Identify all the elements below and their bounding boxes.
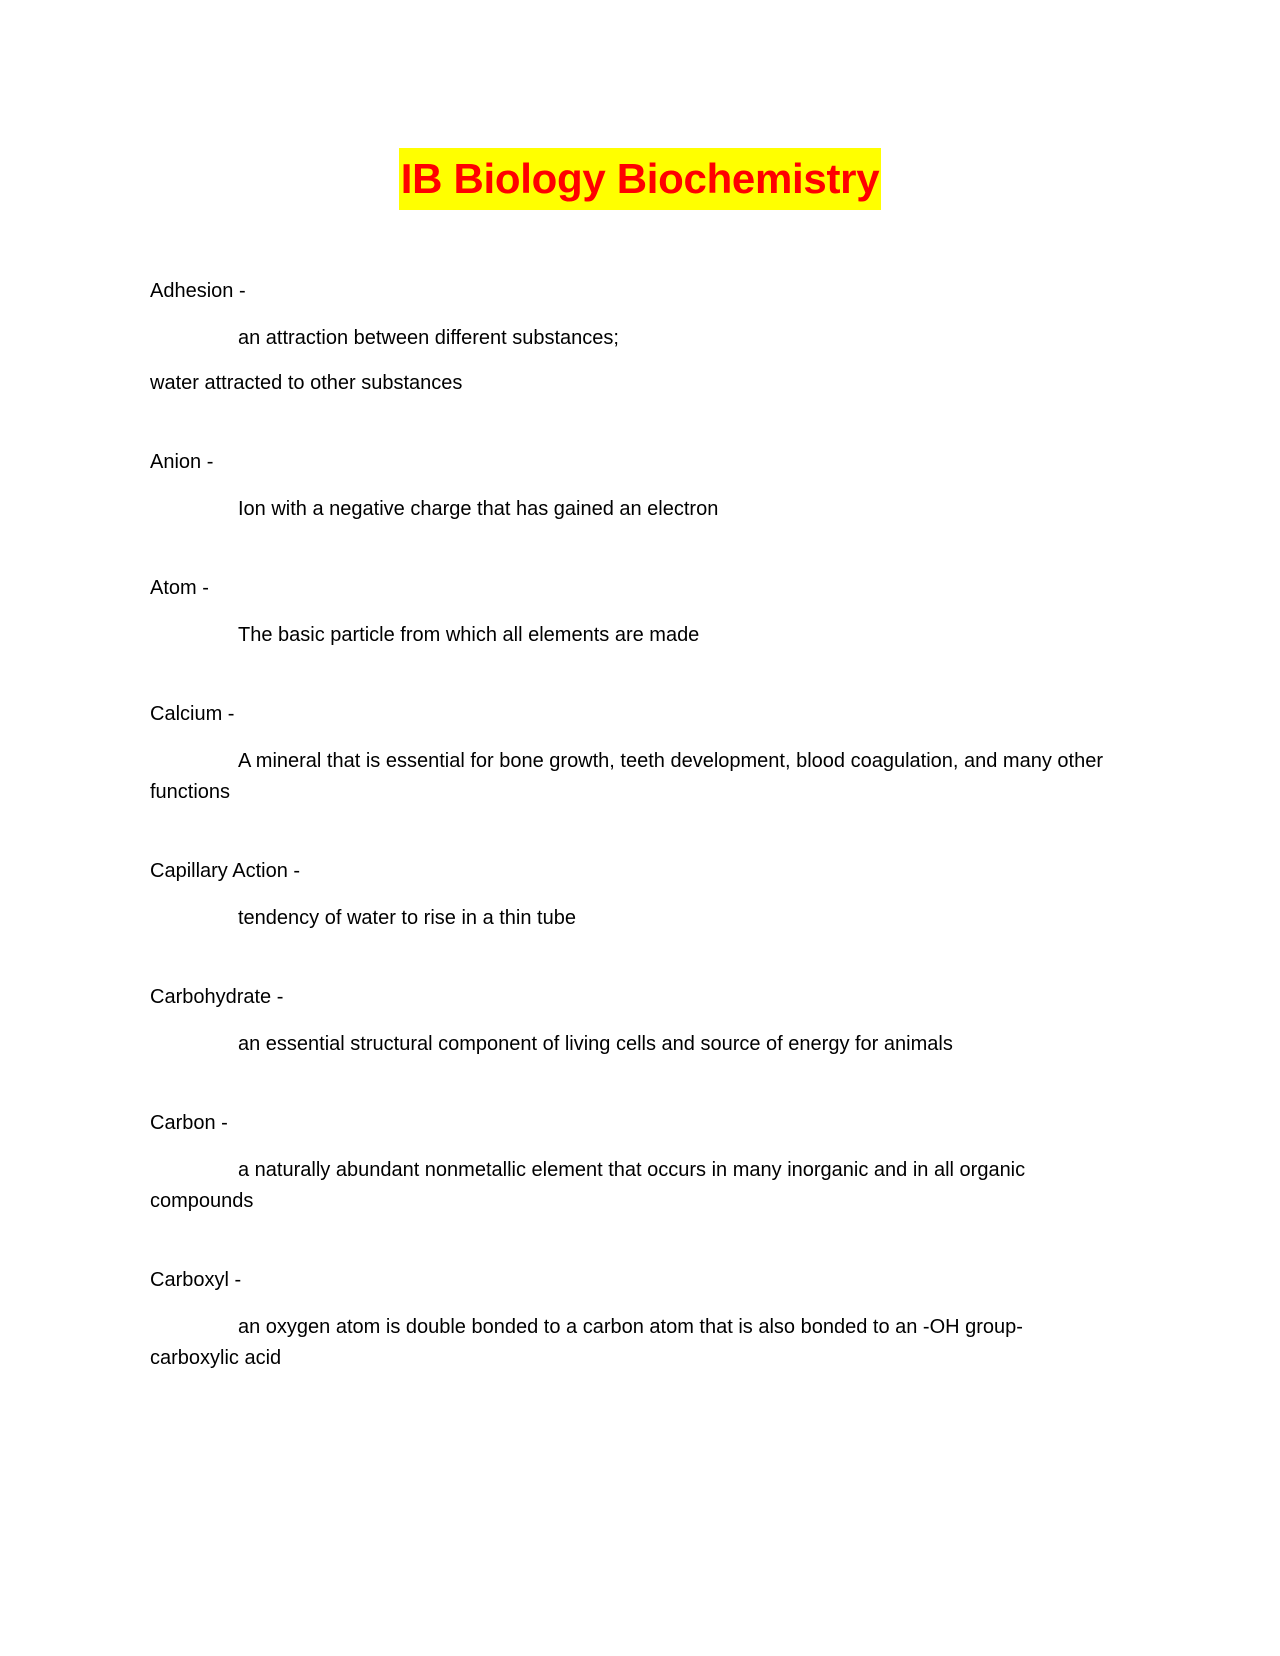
glossary-entry-calcium — [150, 699, 1110, 808]
definition-text: an essential structural component of living cells and source of energy for animals — [238, 1033, 953, 1055]
term-label: Atom - — [150, 577, 209, 599]
definition-text: an attraction between different substances; — [238, 327, 619, 349]
term-label: Calcium - — [150, 703, 235, 725]
term-label: Adhesion - — [150, 280, 246, 302]
title-container — [0, 148, 1280, 210]
definition-text: Ion with a negative charge that has gained an electron — [238, 498, 719, 520]
term-label: Carbon - — [150, 1112, 228, 1134]
term-label: Anion - — [150, 451, 214, 473]
glossary-entry-carbohydrate — [150, 982, 1110, 1060]
glossary-entry-adhesion — [150, 276, 1110, 399]
definition-continuation: water attracted to other substances — [150, 372, 463, 394]
definition-text: A mineral that is essential for bone growth, teeth development, blood coagulation, and many other functions — [150, 750, 1103, 803]
definition-text: a naturally abundant nonmetallic element that occurs in many inorganic and in all organic compounds — [150, 1159, 1026, 1212]
glossary-entry-capillary-action — [150, 856, 1110, 934]
term-label: Carboxyl - — [150, 1269, 242, 1291]
definition-text: tendency of water to rise in a thin tube — [238, 907, 576, 929]
page-title: IB Biology Biochemistry — [399, 148, 882, 210]
glossary-entry-carbon — [150, 1108, 1110, 1217]
definition-text: The basic particle from which all elements are made — [238, 624, 700, 646]
glossary-content — [150, 276, 1110, 1422]
term-label: Capillary Action - — [150, 860, 301, 882]
glossary-entry-anion — [150, 447, 1110, 525]
glossary-entry-atom — [150, 573, 1110, 651]
definition-text: an oxygen atom is double bonded to a carbon atom that is also bonded to an -OH group- carboxylic acid — [150, 1316, 1023, 1369]
glossary-entry-carboxyl — [150, 1265, 1110, 1374]
term-label: Carbohydrate - — [150, 986, 284, 1008]
